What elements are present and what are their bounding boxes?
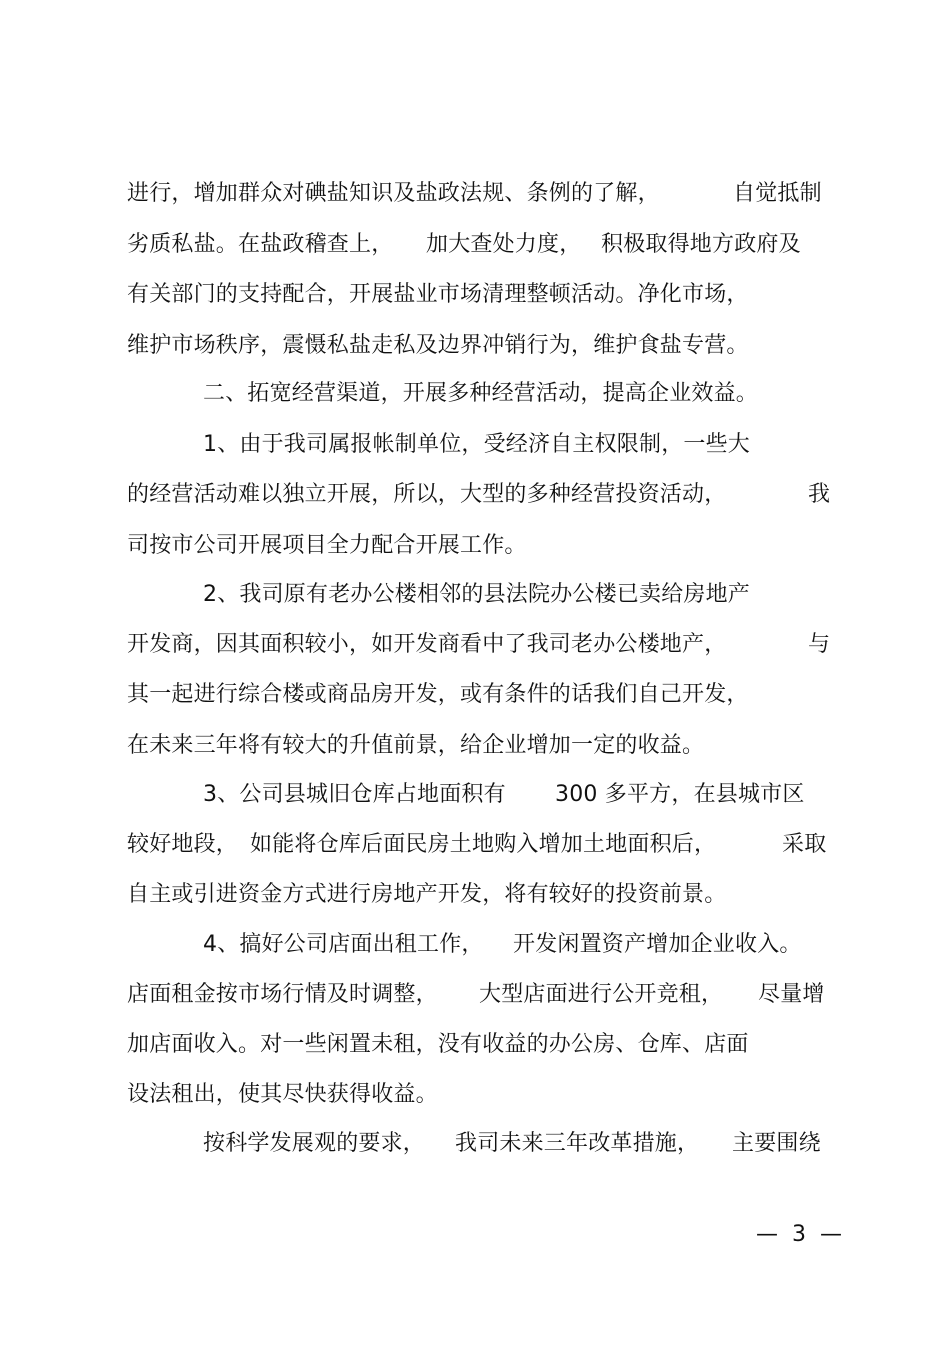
text-segment: 劣质私盐。在盐政稽查上， bbox=[127, 232, 394, 257]
text-segment: 的经营活动难以独立开展，所以，大型的多种经营投资活动， bbox=[127, 482, 727, 507]
text-segment: 较好地段， bbox=[127, 832, 239, 857]
text-segment: 300 多平方，在县城市区 bbox=[555, 782, 805, 807]
text-segment: 我 bbox=[808, 482, 831, 507]
text-segment: 加店面收入。对一些闲置未租，没有收益的办公房、仓库、店面 bbox=[127, 1032, 749, 1057]
text-segment: 开发闲置资产增加企业收入。 bbox=[513, 932, 802, 957]
text-segment: 3、公司县城旧仓库占地面积有 bbox=[203, 782, 506, 807]
text-segment: 开发商，因其面积较小，如开发商看中了我司老办公楼地产， bbox=[127, 632, 727, 657]
text-segment: 自觉抵制 bbox=[733, 181, 822, 206]
text-segment: 积极取得地方政府及 bbox=[601, 232, 801, 257]
text-segment: 1、由于我司属报帐制单位，受经济自主权限制，一些大 bbox=[203, 432, 750, 457]
text-segment: 在未来三年将有较大的升值前景，给企业增加一定的收益。 bbox=[127, 733, 705, 758]
text-segment: 设法租出，使其尽快获得收益。 bbox=[127, 1082, 438, 1107]
page-number: — 3 — bbox=[756, 1222, 842, 1247]
text-segment: 加大查处力度， bbox=[426, 232, 582, 257]
text-segment: 其一起进行综合楼或商品房开发，或有条件的话我们自己开发， bbox=[127, 682, 749, 707]
text-segment: 主要围绕 bbox=[732, 1131, 821, 1156]
text-segment: 自主或引进资金方式进行房地产开发，将有较好的投资前景。 bbox=[127, 882, 727, 907]
text-segment: 大型店面进行公开竞租， bbox=[479, 982, 724, 1007]
text-line bbox=[203, 1131, 821, 1261]
text-segment: 我司未来三年改革措施， bbox=[455, 1131, 700, 1156]
text-segment: 按科学发展观的要求， bbox=[203, 1131, 426, 1156]
text-segment: 进行，增加群众对碘盐知识及盐政法规、条例的了解， bbox=[127, 181, 660, 206]
text-segment: 与 bbox=[808, 632, 831, 657]
text-segment: 2、我司原有老办公楼相邻的县法院办公楼已卖给房地产 bbox=[203, 582, 750, 607]
text-segment: 店面租金按市场行情及时调整， bbox=[127, 982, 438, 1007]
text-segment: 4、搞好公司店面出租工作， bbox=[203, 932, 484, 957]
text-segment: 采取 bbox=[782, 832, 827, 857]
text-segment: 司按市公司开展项目全力配合开展工作。 bbox=[127, 533, 527, 558]
text-segment: 尽量增 bbox=[758, 982, 825, 1007]
text-segment: 二、拓宽经营渠道，开展多种经营活动，提高企业效益。 bbox=[203, 381, 759, 406]
text-segment: 有关部门的支持配合，开展盐业市场清理整顿活动。净化市场， bbox=[127, 282, 749, 307]
text-segment: 维护市场秩序，震慑私盐走私及边界冲销行为，维护食盐专营。 bbox=[127, 333, 749, 358]
text-segment: 如能将仓库后面民房土地购入增加土地面积后， bbox=[250, 832, 717, 857]
